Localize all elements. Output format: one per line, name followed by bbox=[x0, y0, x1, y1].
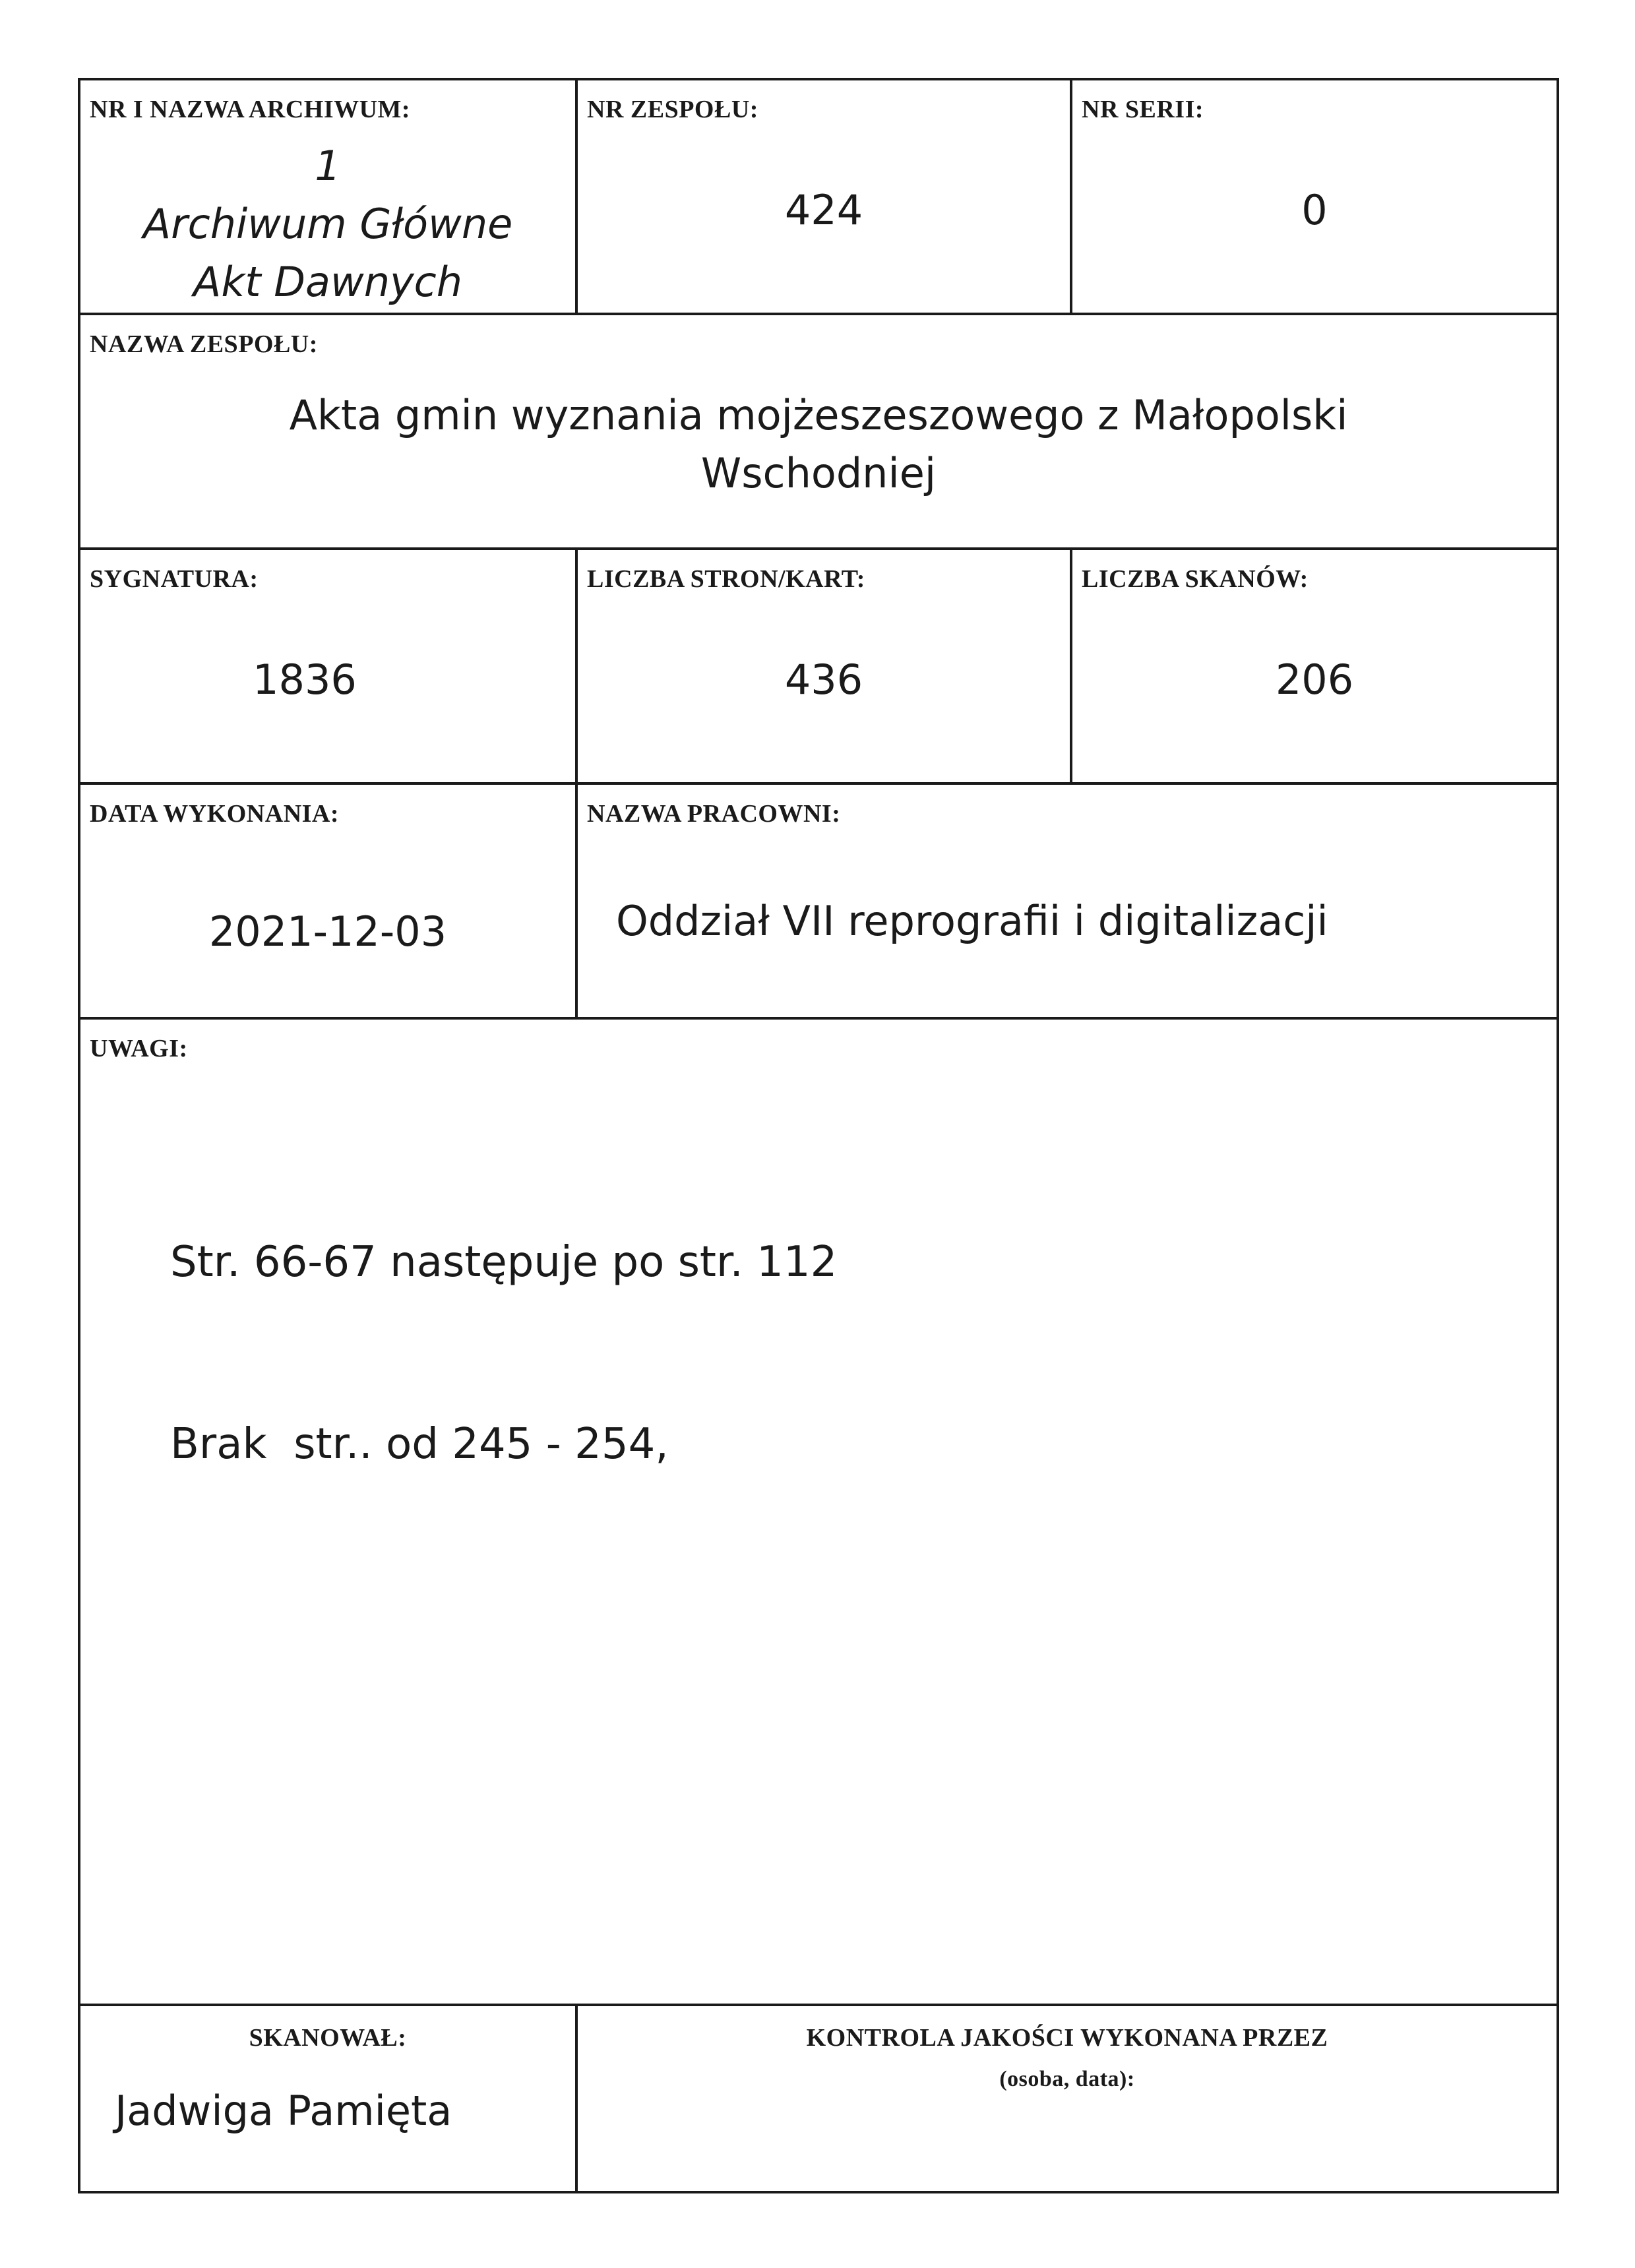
pages-cell bbox=[575, 550, 1070, 782]
fonds-row bbox=[80, 315, 1557, 550]
footer-row bbox=[80, 2006, 1557, 2191]
archive-number: 1 bbox=[315, 142, 341, 190]
header-row bbox=[80, 80, 1557, 315]
fonds-name-label: NAZWA ZESPOŁU: bbox=[90, 330, 318, 358]
scanned-by: Jadwiga Pamięta bbox=[115, 2087, 452, 2135]
date-cell bbox=[80, 785, 575, 1017]
archive-cell bbox=[80, 80, 575, 313]
remarks-cell bbox=[80, 1020, 1557, 2004]
workshop-value: Oddział VII reprografii i digitalizacji bbox=[616, 897, 1328, 945]
quality-control-sublabel: (osoba, data): bbox=[999, 2067, 1135, 2091]
signature-value: 1836 bbox=[253, 656, 357, 704]
remarks-line2: Brak str.. od 245 - 254, bbox=[170, 1420, 669, 1469]
fonds-name-line1: Akta gmin wyznania mojżeszeszowego z Małopolski bbox=[289, 391, 1348, 439]
fonds-number-cell bbox=[575, 80, 1070, 313]
scanned-cell bbox=[80, 2006, 575, 2191]
metadata-form bbox=[78, 78, 1559, 2193]
signature-label: SYGNATURA: bbox=[90, 565, 259, 593]
remarks-row bbox=[80, 1020, 1557, 2006]
pages-value: 436 bbox=[784, 656, 863, 704]
fonds-name bbox=[80, 386, 1557, 503]
scans-label: LICZBA SKANÓW: bbox=[1082, 565, 1309, 593]
execution-row bbox=[80, 785, 1557, 1020]
date-value: 2021-12-03 bbox=[208, 907, 447, 956]
archive-name-line2: Akt Dawnych bbox=[193, 258, 463, 306]
remarks-line1: Str. 66-67 następuje po str. 112 bbox=[170, 1238, 838, 1287]
series-number: 0 bbox=[1301, 186, 1328, 234]
scans-cell bbox=[1070, 550, 1557, 782]
scans-value: 206 bbox=[1275, 656, 1354, 704]
archive-name-line1: Archiwum Główne bbox=[142, 200, 513, 248]
archive-label: NR I NAZWA ARCHIWUM: bbox=[90, 96, 411, 123]
fonds-number-label: NR ZESPOŁU: bbox=[587, 96, 758, 123]
quality-control-cell bbox=[575, 2006, 1557, 2191]
remarks-text bbox=[170, 1111, 837, 1596]
workshop-label: NAZWA PRACOWNI: bbox=[587, 800, 841, 828]
remarks-label: UWAGI: bbox=[90, 1035, 188, 1062]
fonds-name-cell bbox=[80, 315, 1557, 547]
pages-label: LICZBA STRON/KART: bbox=[587, 565, 865, 593]
archive-name bbox=[80, 137, 575, 311]
quality-control-label: KONTROLA JAKOŚCI WYKONANA PRZEZ bbox=[806, 2024, 1328, 2052]
details-row bbox=[80, 550, 1557, 785]
scanned-label: SKANOWAŁ: bbox=[249, 2024, 407, 2052]
signature-cell bbox=[80, 550, 575, 782]
fonds-name-line2: Wschodniej bbox=[700, 449, 937, 497]
date-label: DATA WYKONANIA: bbox=[90, 800, 340, 828]
series-cell bbox=[1070, 80, 1557, 313]
series-label: NR SERII: bbox=[1082, 96, 1204, 123]
workshop-cell bbox=[575, 785, 1557, 1017]
fonds-number: 424 bbox=[784, 186, 863, 234]
